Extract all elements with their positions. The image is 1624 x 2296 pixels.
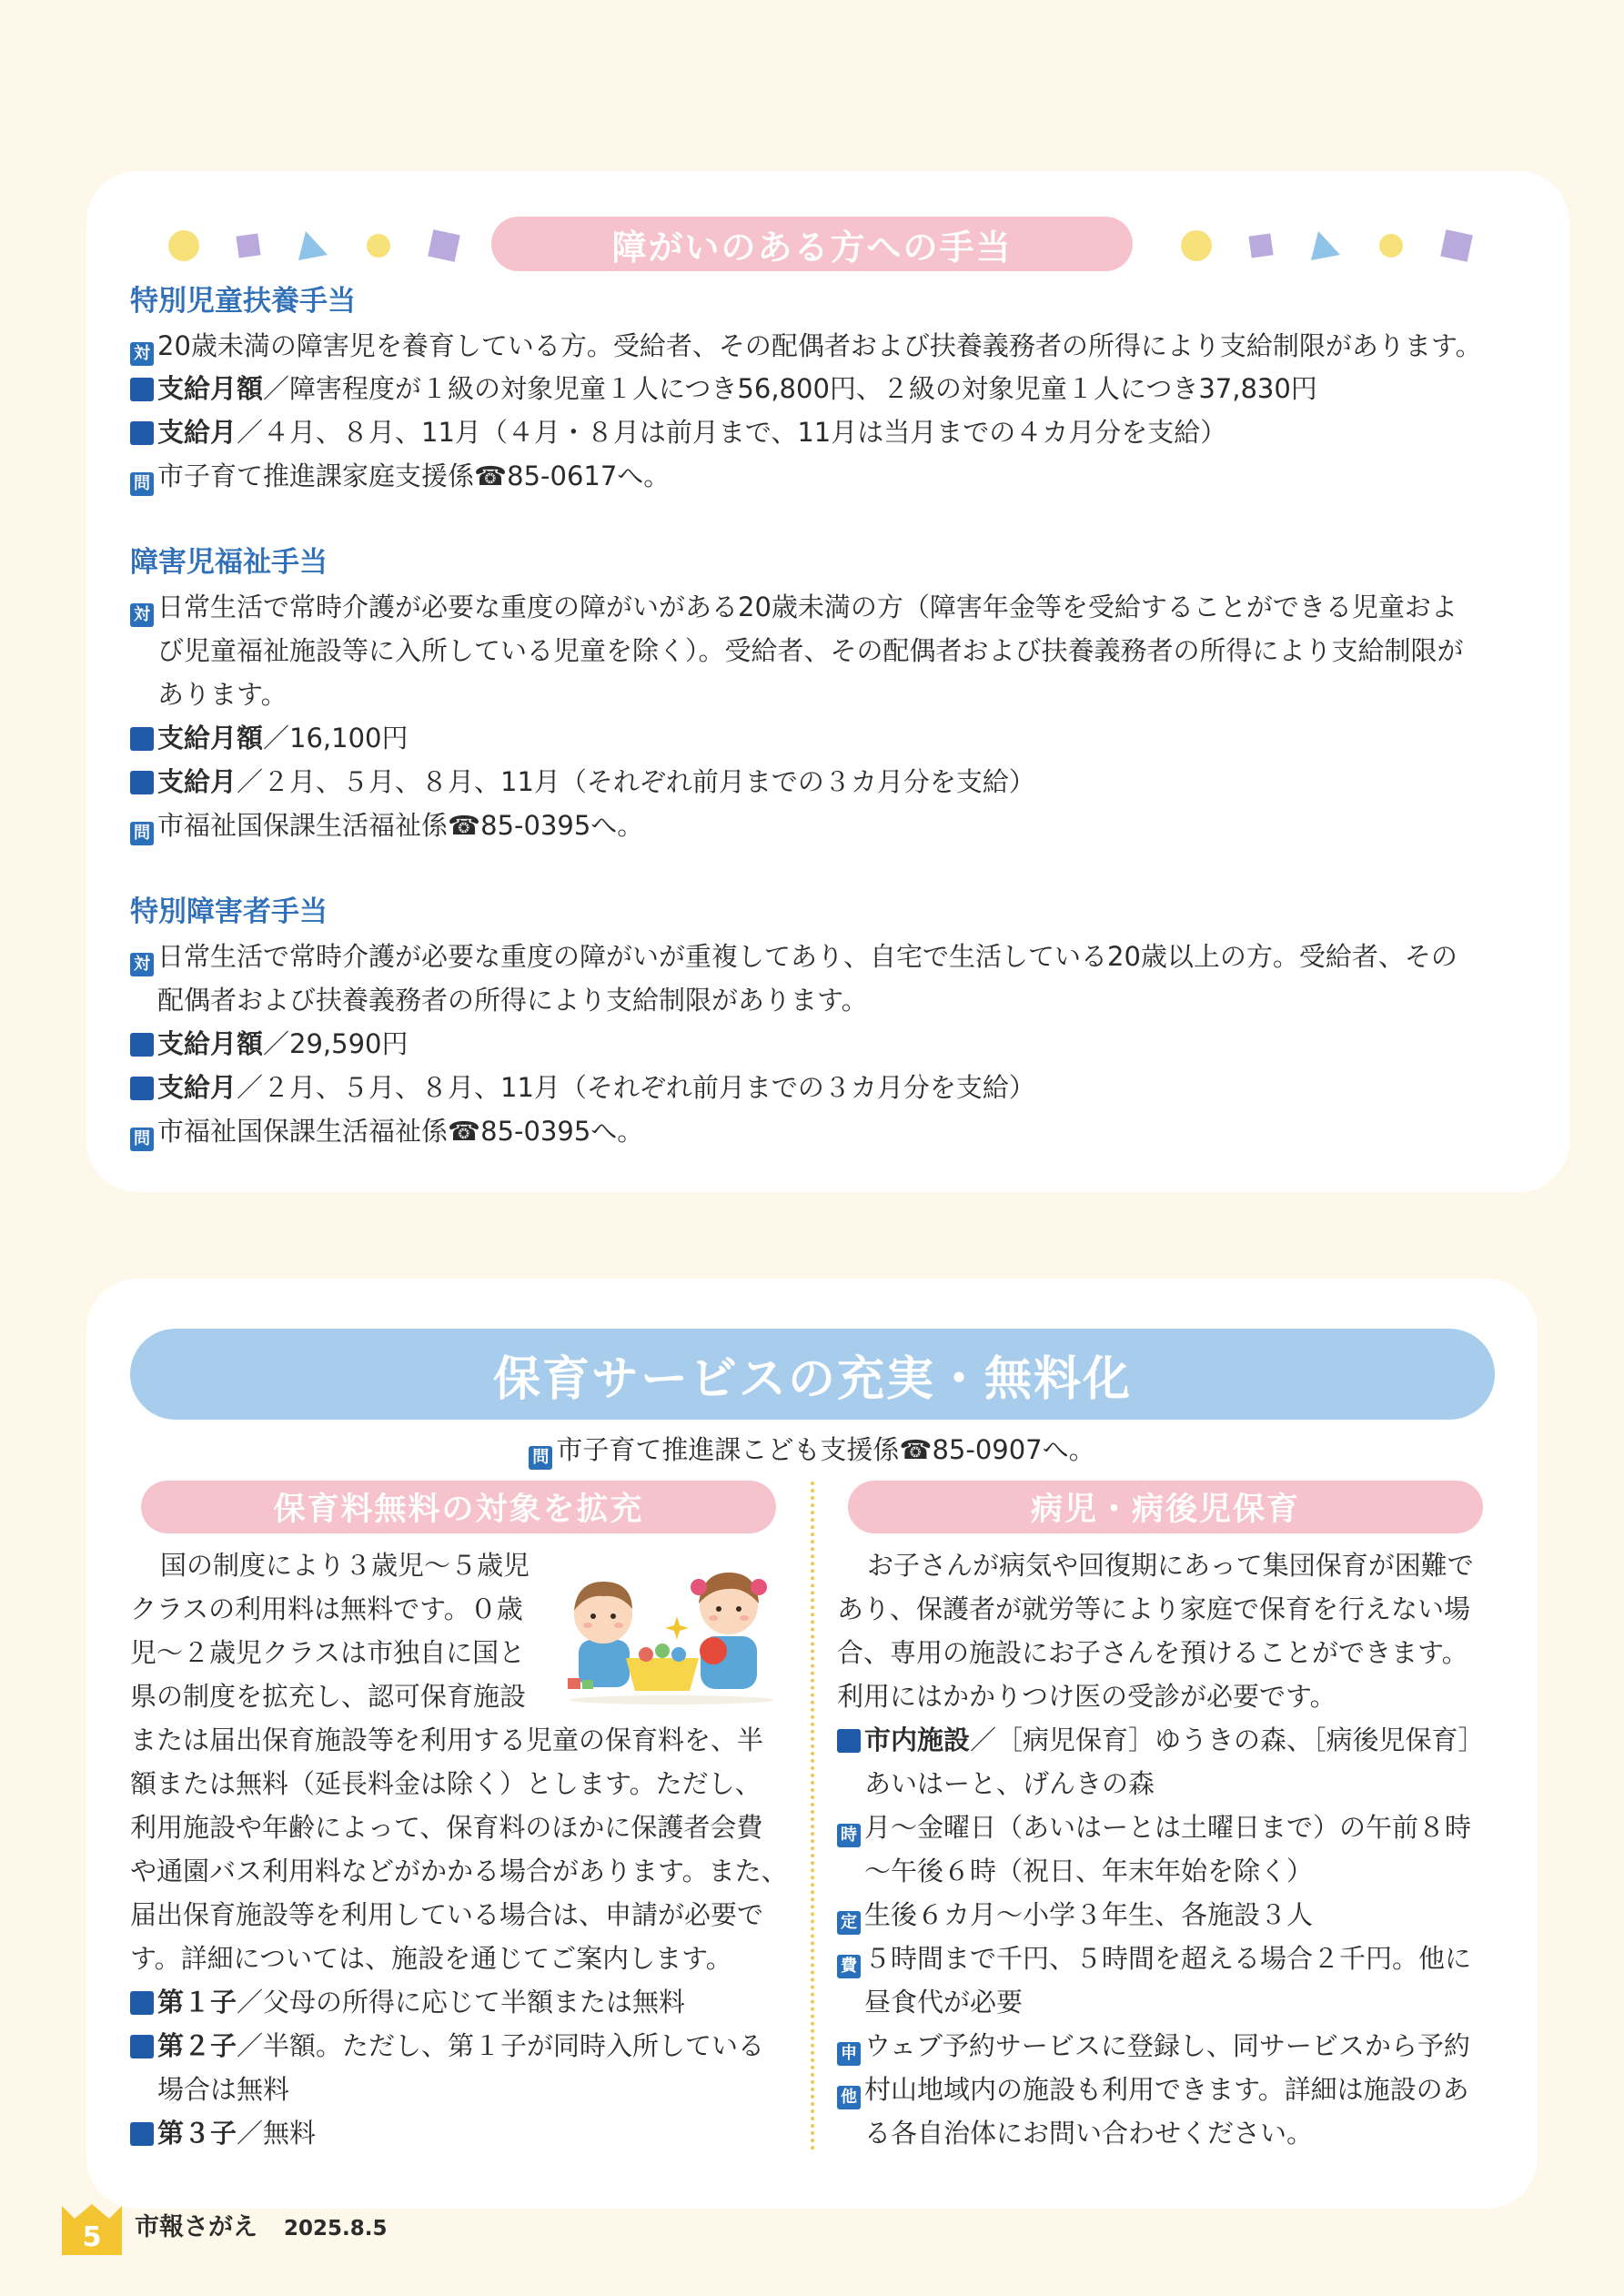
facility-line: 市内施設／［病児保育］ゆうきの森、［病後児保育］ bbox=[837, 1722, 1485, 1758]
contact-line: 問 市福祉国保課生活福祉係☎85-0395へ。 bbox=[130, 1113, 643, 1151]
square-bullet-icon bbox=[130, 1991, 154, 2015]
paragraph-line: 国の制度により３歳児〜５歳児 bbox=[160, 1550, 530, 1581]
paragraph-line: お子さんが病気や回復期にあって集団保育が困難で bbox=[867, 1550, 1474, 1581]
inquiry-marker: 問 bbox=[529, 1446, 552, 1470]
months-line: 支給月／４月、８月、11月（４月・８月は前月まで、11月は当月までの４カ月分を支給） bbox=[130, 414, 1226, 450]
column-divider bbox=[811, 1482, 814, 2150]
amount-line: 支給月額／29,590円 bbox=[130, 1026, 409, 1062]
paragraph-line: または届出保育施設等を利用する児童の保育料を、半 bbox=[130, 1725, 764, 1755]
yellow-dot-icon bbox=[364, 231, 393, 260]
first-child-line: 第１子／父母の所得に応じて半額または無料 bbox=[130, 1984, 685, 2020]
yellow-circle-icon bbox=[166, 228, 202, 264]
paragraph-line: あり、保護者が就労等により家庭で保育を行えない場 bbox=[837, 1593, 1471, 1624]
inquiry-marker: 問 bbox=[130, 472, 154, 496]
paragraph-line: 合、専用の施設にお子さんを預けることができます。 bbox=[837, 1637, 1468, 1668]
facility-line-cont: あいはーと、げんきの森 bbox=[864, 1768, 1155, 1799]
months-line: 支給月／２月、５月、８月、11月（それぞれ前月までの３カ月分を支給） bbox=[130, 1069, 1035, 1106]
eligibility-line: 対 日常生活で常時介護が必要な重度の障がいがある20歳未満の方（障害年金等を受給することができる児童およ bbox=[130, 589, 1458, 627]
other-line-cont: る各自治体にお問い合わせください。 bbox=[864, 2118, 1314, 2149]
paragraph-line: す。詳細については、施設を通じてご案内します。 bbox=[130, 1943, 732, 1974]
inquiry-marker: 問 bbox=[130, 822, 154, 845]
apply-line: 申 ウェブ予約サービスに登録し、同サービスから予約 bbox=[837, 2028, 1470, 2066]
target-marker: 対 bbox=[130, 342, 154, 366]
square-bullet-icon bbox=[130, 727, 154, 751]
eligibility-line: 対 20歳未満の障害児を養育している方。受給者、その配偶者および扶養義務者の所得により支給制限があります。 bbox=[130, 328, 1482, 366]
section-title-disability-allowance: 障がいのある方への手当 bbox=[491, 217, 1133, 271]
children-playing-illustration bbox=[562, 1553, 781, 1705]
item-heading: 障害児福祉手当 bbox=[130, 546, 328, 579]
second-child-line-cont: 場合は無料 bbox=[157, 2074, 290, 2105]
fee-line-cont: 昼食代が必要 bbox=[864, 1987, 1024, 2018]
paragraph-line: 県の制度を拡充し、認可保育施設 bbox=[130, 1681, 527, 1712]
purple-square-icon bbox=[235, 232, 262, 259]
section-title-childcare: 保育サービスの充実・無料化 bbox=[130, 1329, 1495, 1420]
square-bullet-icon bbox=[130, 378, 154, 401]
purple-square-icon bbox=[1247, 232, 1275, 259]
square-bullet-icon bbox=[837, 1729, 861, 1753]
contact-line: 問 市子育て推進課家庭支援係☎85-0617へ。 bbox=[130, 458, 670, 496]
publication-title: 市報さがえ bbox=[135, 2213, 257, 2241]
purple-square-icon bbox=[1438, 228, 1475, 264]
square-bullet-icon bbox=[130, 1077, 154, 1100]
target-marker: 対 bbox=[130, 953, 154, 976]
paragraph-line: や通園バス利用料などがかかる場合があります。また、 bbox=[130, 1856, 788, 1886]
square-bullet-icon bbox=[130, 771, 154, 794]
eligibility-line: 配偶者および扶養義務者の所得により支給制限があります。 bbox=[157, 985, 868, 1016]
page-number: 5 bbox=[82, 2221, 102, 2253]
yellow-dot-icon bbox=[1377, 231, 1406, 260]
decorative-shapes-left bbox=[166, 220, 462, 271]
paragraph-line: クラスの利用料は無料です。０歳 bbox=[130, 1593, 523, 1624]
time-line-cont: 〜午後６時（祝日、年末年始を除く） bbox=[864, 1856, 1314, 1886]
square-bullet-icon bbox=[130, 1033, 154, 1057]
apply-marker: 申 bbox=[837, 2042, 861, 2066]
paragraph-line: 利用にはかかりつけ医の受診が必要です。 bbox=[837, 1681, 1337, 1712]
purple-square-icon bbox=[426, 228, 462, 264]
other-line: 他 村山地域内の施設も利用できます。詳細は施設のあ bbox=[837, 2071, 1469, 2109]
decorative-shapes-right bbox=[1178, 220, 1475, 271]
fee-line: 費 ５時間まで千円、５時間を超える場合２千円。他に bbox=[837, 1940, 1471, 1978]
item-heading: 特別児童扶養手当 bbox=[130, 285, 356, 318]
amount-line: 支給月額／障害程度が１級の対象児童１人につき56,800円、２級の対象児童１人につき37,830円 bbox=[130, 370, 1317, 407]
months-line: 支給月／２月、５月、８月、11月（それぞれ前月までの３カ月分を支給） bbox=[130, 764, 1035, 800]
other-marker: 他 bbox=[837, 2086, 861, 2109]
paragraph-line: 届出保育施設等を利用している場合は、申請が必要で bbox=[130, 1899, 764, 1930]
blue-triangle-icon bbox=[1307, 228, 1344, 264]
blue-triangle-icon bbox=[295, 228, 331, 264]
subsection-title-free-childcare: 保育料無料の対象を拡充 bbox=[141, 1481, 776, 1533]
eligibility-line: び児童福祉施設等に入所している児童を除く）。受給者、その配偶者および扶養義務者の所得により支給制限が bbox=[157, 635, 1464, 666]
time-line: 時 月〜金曜日（あいはーとは土曜日まで）の午前８時 bbox=[837, 1809, 1471, 1847]
subsection-title-sick-child-care: 病児・病後児保育 bbox=[848, 1481, 1483, 1533]
third-child-line: 第３子／無料 bbox=[130, 2115, 316, 2151]
paragraph-line: 額または無料（延長料金は除く）とします。ただし、 bbox=[130, 1768, 762, 1799]
fee-marker: 費 bbox=[837, 1955, 861, 1978]
item-heading: 特別障害者手当 bbox=[130, 895, 328, 928]
time-marker: 時 bbox=[837, 1824, 861, 1847]
inquiry-marker: 問 bbox=[130, 1128, 154, 1151]
eligibility-line: 対 日常生活で常時介護が必要な重度の障がいが重複してあり、自宅で生活している20歳以上の方。受給者、その bbox=[130, 938, 1458, 976]
square-bullet-icon bbox=[130, 421, 154, 445]
paragraph-line: 児〜２歳児クラスは市独自に国と bbox=[130, 1637, 526, 1668]
square-bullet-icon bbox=[130, 2122, 154, 2146]
capacity-line: 定 生後６カ月〜小学３年生、各施設３人 bbox=[837, 1896, 1313, 1935]
target-marker: 対 bbox=[130, 603, 154, 627]
page-number-badge bbox=[58, 2199, 126, 2259]
amount-line: 支給月額／16,100円 bbox=[130, 720, 409, 756]
capacity-marker: 定 bbox=[837, 1911, 861, 1935]
square-bullet-icon bbox=[130, 2035, 154, 2058]
childcare-contact-line: 問 市子育て推進課こども支援係☎85-0907へ。 bbox=[0, 1431, 1624, 1470]
publication-date: 2025.8.5 bbox=[284, 2217, 388, 2240]
eligibility-line: あります。 bbox=[157, 679, 287, 710]
yellow-circle-icon bbox=[1178, 228, 1215, 264]
paragraph-line: 利用施設や年齢によって、保育料のほかに保護者会費 bbox=[130, 1812, 763, 1843]
contact-line: 問 市福祉国保課生活福祉係☎85-0395へ。 bbox=[130, 807, 643, 845]
second-child-line: 第２子／半額。ただし、第１子が同時入所している bbox=[130, 2028, 764, 2064]
